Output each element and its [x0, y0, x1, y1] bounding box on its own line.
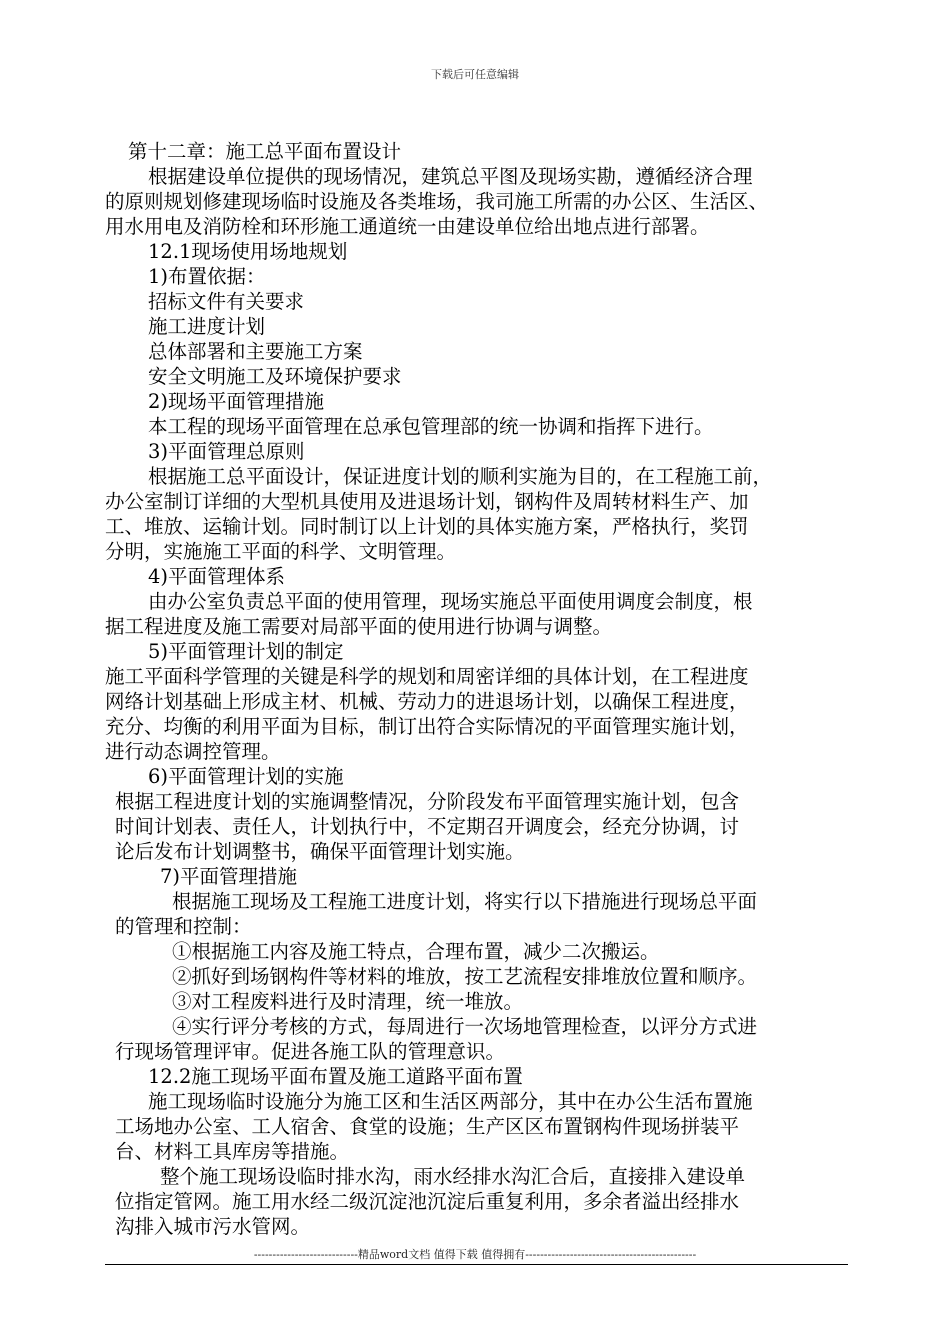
sub-heading: 3)平面管理总原则	[148, 440, 305, 463]
text-line: 行现场管理评审。促进各施工队的管理意识。	[115, 1040, 506, 1063]
text-line: 施工现场临时设施分为施工区和生活区两部分，其中在办公生活布置施	[148, 1090, 753, 1113]
text-line: 充分、均衡的利用平面为目标，制订出符合实际情况的平面管理实施计划，	[105, 715, 749, 738]
list-item: 施工进度计划	[148, 315, 266, 338]
list-item: ③对工程废料进行及时清理，统一堆放。	[172, 990, 524, 1013]
page-header: 下载后可任意编辑	[431, 68, 519, 81]
text-line: 时间计划表、责任人，计划执行中，不定期召开调度会，经充分协调，讨	[115, 815, 740, 838]
page-footer: ----------------------------精品word文档 值得下载 值得拥有----------------------------------------------	[253, 1248, 697, 1261]
text-line: 沟排入城市污水管网。	[115, 1215, 311, 1238]
footer-rule	[105, 1264, 848, 1265]
sub-heading: 2)现场平面管理措施	[148, 390, 325, 413]
text-line: 分明，实施施工平面的科学、文明管理。	[105, 540, 457, 563]
text-line: 进行动态调控管理。	[105, 740, 281, 763]
text-line: 办公室制订详细的大型机具使用及进退场计划，钢构件及周转材料生产、加	[105, 490, 749, 513]
text-line: 根据施工总平面设计，保证进度计划的顺利实施为目的，在工程施工前，	[148, 465, 773, 488]
list-item: ②抓好到场钢构件等材料的堆放，按工艺流程安排堆放位置和顺序。	[172, 965, 758, 988]
text-line: 根据施工现场及工程施工进度计划，将实行以下措施进行现场总平面	[172, 890, 758, 913]
text-line: 工场地办公室、工人宿舍、食堂的设施；生产区区布置钢构件现场拼装平	[115, 1115, 740, 1138]
text-line: 本工程的现场平面管理在总承包管理部的统一协调和指挥下进行。	[148, 415, 714, 438]
section-heading: 12.1现场使用场地规划	[148, 240, 348, 263]
section-heading: 12.2施工现场平面布置及施工道路平面布置	[148, 1065, 523, 1088]
sub-heading: 5)平面管理计划的制定	[148, 640, 344, 663]
text-line: 工、堆放、运输计划。同时制订以上计划的具体实施方案，严格执行，奖罚	[105, 515, 749, 538]
list-item: 招标文件有关要求	[148, 290, 305, 313]
text-line: 根据工程进度计划的实施调整情况，分阶段发布平面管理实施计划，包含	[115, 790, 740, 813]
sub-heading: 6)平面管理计划的实施	[148, 765, 344, 788]
list-item: 安全文明施工及环境保护要求	[148, 365, 402, 388]
text-line: 整个施工现场设临时排水沟，雨水经排水沟汇合后，直接排入建设单	[160, 1165, 746, 1188]
text-line: 据工程进度及施工需要对局部平面的使用进行协调与调整。	[105, 615, 613, 638]
list-item: 总体部署和主要施工方案	[148, 340, 363, 363]
text-line: 论后发布计划调整书，确保平面管理计划实施。	[115, 840, 525, 863]
text-line: 网络计划基础上形成主材、机械、劳动力的进退场计划，以确保工程进度，	[105, 690, 749, 713]
text-line: 的原则规划修建现场临时设施及各类堆场，我司施工所需的办公区、生活区、	[105, 190, 769, 213]
sub-heading: 7)平面管理措施	[160, 865, 298, 888]
sub-heading: 4)平面管理体系	[148, 565, 286, 588]
chapter-title: 第十二章：施工总平面布置设计	[128, 140, 402, 163]
text-line: 台、材料工具库房等措施。	[115, 1140, 350, 1163]
list-item: ④实行评分考核的方式，每周进行一次场地管理检查，以评分方式进	[172, 1015, 758, 1038]
text-line: 由办公室负责总平面的使用管理，现场实施总平面使用调度会制度，根	[148, 590, 753, 613]
text-line: 的管理和控制：	[115, 915, 252, 938]
text-line: 用水用电及消防栓和环形施工通道统一由建设单位给出地点进行部署。	[105, 215, 710, 238]
list-item: ①根据施工内容及施工特点，合理布置，减少二次搬运。	[172, 940, 660, 963]
text-line: 根据建设单位提供的现场情况，建筑总平图及现场实勘，遵循经济合理	[148, 165, 753, 188]
text-line: 施工平面科学管理的关键是科学的规划和周密详细的具体计划，在工程进度	[105, 665, 749, 688]
text-line: 位指定管网。施工用水经二级沉淀池沉淀后重复利用，多余者溢出经排水	[115, 1190, 740, 1213]
sub-heading: 1)布置依据：	[148, 265, 266, 288]
